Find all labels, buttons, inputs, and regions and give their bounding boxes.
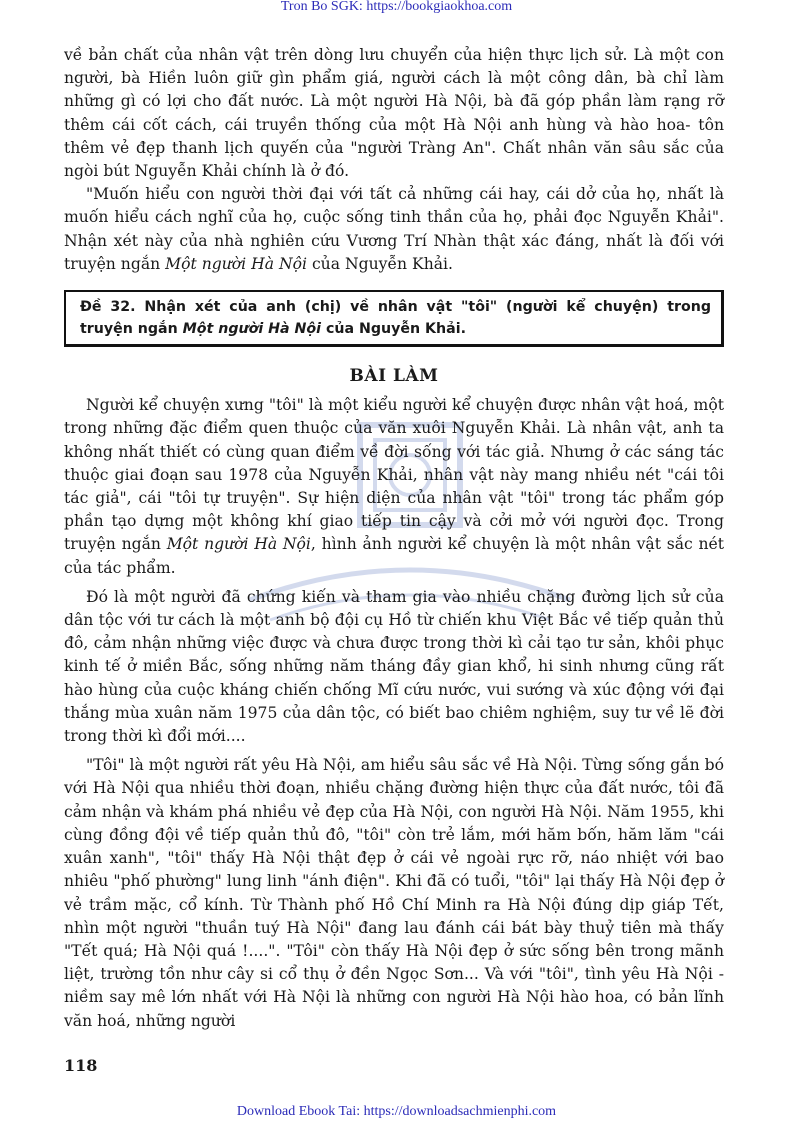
- exercise-prompt-box: Đề 32. Nhận xét của anh (chị) về nhân vật "tôi" (người kể chuyện) trong truyện ngắn Một người Hà Nội của Nguyễn Khải.: [64, 290, 724, 347]
- essay-paragraph-3: "Tôi" là một người rất yêu Hà Nội, am hiểu sâu sắc về Hà Nội. Từng sống gắn bó với Hà Nội qua nhiều thời đoạn, nhiều chặng đường hiện thực của đất nước, tôi đã cảm nhận và khám phá nhiều vẻ đẹp của Hà Nội, con người Hà Nội. Năm 1955, khi cùng đồng đội về tiếp quản thủ đô, "tôi" còn trẻ lắm, mới hăm bốn, hăm lăm "cái xuân xanh", "tôi" thấy Hà Nội thật đẹp ở cái vẻ ngoài rực rỡ, náo nhiệt với bao nhiêu "phố phường" lung linh "ánh điện". Khi đã có tuổi, "tôi" lại thấy Hà Nội đẹp ở vẻ trầm mặc, cổ kính. Từ Thành phố Hồ Chí Minh ra Hà Nội đúng dịp giáp Tết, nhìn một người "thuần tuý Hà Nội" đang lau đánh cái bát bày thuỷ tiên mà thấy "Tết quá; Hà Nội quá !....". "Tôi" còn thấy Hà Nội đẹp ở sức sống bên trong mãnh liệt, trường tồn như cây si cổ thụ ở đền Ngọc Sơn... Và với "tôi", tình yêu Hà Nội - niềm say mê lớn nhất với Hà Nội là những con người Hà Nội hào hoa, có bản lĩnh văn hoá, những người: [64, 756, 724, 1030]
- essay-book-title: Một người Hà Nội: [166, 535, 311, 554]
- footer-download-link[interactable]: Download Ebook Tai: https://downloadsachmienphi.com: [236, 1104, 557, 1119]
- quote-book-title: Một người Hà Nội: [165, 254, 307, 273]
- page-body: [64, 44, 724, 1033]
- exercise-book-title: Một người Hà Nội: [182, 321, 322, 338]
- page-number: 118: [64, 1056, 98, 1075]
- intro-paragraph: về bản chất của nhân vật trên dòng lưu chuyển của hiện thực lịch sử. Là một con người, bà Hiền luôn giữ gìn phẩm giá, người cách là một công dân, bà chỉ làm những gì có lợi cho đất nước. Là một người Hà Nội, bà đã góp phần làm rạng rỡ thêm cái cốt cách, cái truyền thống của một Hà Nội anh hùng và hào hoa- tôn thêm vẻ đẹp thanh lịch quyến của "người Tràng An". Chất nhân văn sâu sắc của ngòi bút Nguyễn Khải chính là ở đó.: [64, 46, 724, 181]
- quote-paragraph: "Muốn hiểu con người thời đại với tất cả những cái hay, cái dở của họ, nhất là muốn hiểu cách nghĩ của họ, cuộc sống tinh thần của họ, phải đọc Nguyễn Khải". Nhận xét này của nhà nghiên cứu Vương Trí Nhàn thật xác đáng, nhất là đối với truyện ngắn Một người Hà Nội của Nguyễn Khải.: [64, 185, 724, 273]
- essay-paragraph-1: Người kể chuyện xưng "tôi" là một kiểu người kể chuyện được nhân vật hoá, một trong những đặc điểm quen thuộc của văn xuôi Nguyễn Khải. Là nhân vật, anh ta không nhất thiết có cùng quan điểm về đời sống với tác giả. Nhưng ở các sáng tác thuộc giai đoạn sau 1978 của Nguyễn Khải, nhân vật này mang nhiều nét "cái tôi tác giả", cái "tôi tự truyện". Sự hiện diện của nhân vật "tôi" trong tác phẩm góp phần tạo dựng một không khí giao tiếp tin cậy và cởi mở với người đọc. Trong truyện ngắn Một người Hà Nội, hình ảnh người kể chuyện là một nhân vật sắc nét của tác phẩm.: [64, 396, 725, 577]
- section-heading: BÀI LÀM: [349, 366, 439, 387]
- exercise-label: Đề 32. Nhận xét của anh (chị) về nhân vật "tôi" (người kể chuyện) trong truyện ngắn: [80, 299, 711, 338]
- essay-paragraph-2: Đó là một người đã chứng kiến và tham gia vào nhiều chặng đường lịch sử của dân tộc với tư cách là một anh bộ đội cụ Hồ từ chiến khu Việt Bắc về tiếp quản thủ đô, cảm nhận những việc được và chưa được trong thời kì cải tạo tư sản, khôi phục kinh tế ở miền Bắc, sống những năm tháng đầy gian khổ, hi sinh nhưng cũng rất hào hùng của cuộc kháng chiến chống Mĩ cứu nước, vui sướng và xúc động với đại thắng mùa xuân năm 1975 của dân tộc, có biết bao chiêm nghiệm, suy tư về lẽ đời trong thời kì đổi mới....: [64, 587, 724, 746]
- header-download-link[interactable]: Tron Bo SGK: https://bookgiaokhoa.com: [280, 0, 513, 14]
